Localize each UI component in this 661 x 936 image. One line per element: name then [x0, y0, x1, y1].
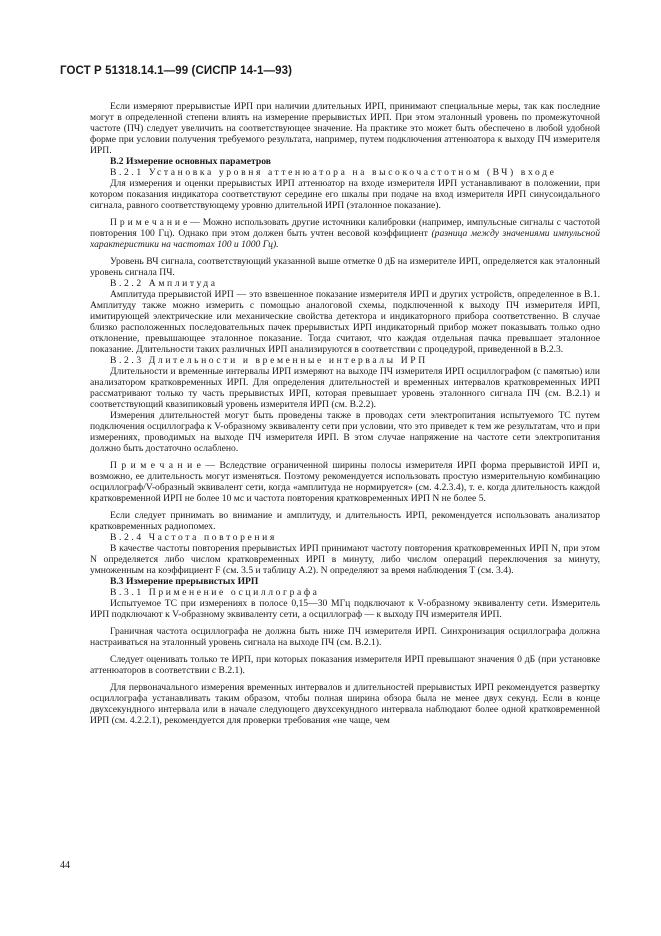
section-heading-b3: В.3 Измерение прерывистых ИРП — [110, 576, 259, 587]
note-bandwidth — [90, 460, 600, 504]
note-calibration — [90, 217, 600, 250]
paragraph-b31: Испытуемое ТС при измерениях в полосе 0,15—30 МГц подключают к V-образному эквиваленту сети. Измеритель ИРП подключают к V-образному эквиваленту сети, а осциллограф — к выходу ПЧ измерителя ИРП. — [90, 598, 600, 620]
note-text: Вследствие ограниченной ширины полосы измерителя ИРП форма прерывистой ИРП и, возможно, ее длительность могут изменяться. Поэтому рекомендуется использовать простую измерительную комбинацию осциллограф/V-образный эквивалент сети, когда «амплитуда не нормируется» (см. 4.2.3.4), т. е. когда длительность каждой кратковременной ИРП не более 10 мс и частота повторения кратковременных ИРП N не более 5. — [90, 460, 600, 504]
paragraph-b24: В качестве частоты повторения прерывистых ИРП принимают частоту повторения кратковременных ИРП N, при этом N определяется либо числом кратковременных ИРП в минуту, либо числом операций переключения за минуту, умноженным на коэффициент F (см. 3.5 и таблицу А.2). N определяют за время наблюдения Т (см. 3.4). — [90, 543, 600, 576]
paragraph-rf-level: Уровень ВЧ сигнала, соответствующий указанной выше отметке 0 дБ на измерителе ИРП, определяется как эталонный уровень сигнала ПЧ. — [90, 256, 600, 278]
paragraph-b23-second: Измерения длительностей могут быть проведены также в проводах сети электропитания испытуемого ТС путем подключения осциллографа к V-образному эквиваленту сети при условии, что это приведет к тем же результатам, что и при измерениях, проводимых на выходе ПЧ измерителя ИРП. В этом случае напряжение на частоте сети электропитания должно быть достаточно ослаблено. — [90, 410, 600, 454]
note-label: П р и м е ч а н и е — — [110, 217, 200, 228]
paragraph-b23: Длительности и временные интервалы ИРП измеряют на выходе ПЧ измерителя ИРП осциллографом (с памятью) или анализатором кратковременных ИРП. Для определения длительностей и временных интервалов кратковременных ИРП рассматривают только ту часть прерывистых ИРП, которая превышает уровень эталонного сигнала ПЧ (см. В.2.1) и соответствующий квазипиковый уровень измерителя ИРП (см. В.2.2). — [90, 366, 600, 410]
subsection-title-b31: В.3.1 Применение осциллографа — [110, 587, 320, 598]
page-number: 44 — [60, 860, 70, 871]
paragraph-b31-third: Следует оценивать только те ИРП, при которых показания измерителя ИРП превышают значения 0 дБ (при установке аттенюаторов в соответствии с В.2.1). — [90, 654, 600, 676]
subsection-title-b21: В.2.1 Установка уровня аттенюатора на высокочастотном (ВЧ) входе — [110, 167, 557, 178]
note-label: П р и м е ч а н и е — — [110, 460, 215, 471]
paragraph-b31-second: Граничная частота осциллографа не должна быть ниже ПЧ измерителя ИРП. Синхронизация осциллографа должна настраиваться на эталонный уровень сигнала на выходе ПЧ (см. В.2.1). — [90, 626, 600, 648]
paragraph-b22: Амплитуда прерывистой ИРП — это взвешенное показание измерителя ИРП и других устройств, определенное в В.1. Амплитуду также можно измерить с помощью аналоговой схемы, подключенной к выходу ПЧ измерителя ИРП, имитирующей электрические или механические свойства детектора и индикаторного прибора соответственно. В случае близко расположенных последовательных пачек прерывистых ИРП индикаторный прибор может показывать только одно отклонение, превышающее эталонное показание. Тогда считают, что каждая отдельная пачка превышает эталонное показание. Длительности таких различных ИРП анализируются в соответствии с процедурой, приведенной в В.2.3. — [90, 289, 600, 355]
paragraph-analyzer-recommendation: Если следует принимать во внимание и амплитуду, и длительность ИРП, рекомендуется использовать анализатор кратковременных радиопомех. — [90, 510, 600, 532]
note-text: Можно использовать другие источники калибровки (например, импульсные сигналы с частотой повторения 100 Гц). Однако при этом должен быть учтен весовой коэффициент — [90, 217, 600, 239]
subsection-title-b23: В.2.3 Длительности и временные интервалы ИРП — [110, 355, 428, 366]
subsection-title-b24: В.2.4 Частота повторения — [110, 532, 277, 543]
paragraph-intermittent-with-continuous: Если измеряют прерывистые ИРП при наличии длительных ИРП, принимают специальные меры, так как последние могут в определенной степени влиять на измерение прерывистых ИРП. При этом эталонный уровень по промежуточной частоте (ПЧ) следует увеличить на соответствующее значение. На практике это может быть обеспечено в любой удобной форме при условии получения требуемого результата, например, путем подключения аттенюатора к выходу ПЧ измерителя ИРП. — [90, 101, 600, 156]
document-header: ГОСТ Р 51318.14.1—99 (СИСПР 14-1—93) — [60, 65, 293, 77]
paragraph-b31-fourth: Для первоначального измерения временных интервалов и длительностей прерывистых ИРП рекомендуется развертку осциллографа устанавливать таким образом, чтобы полная ширина обзора была не менее двух секунд. Если в конце двухсекундного интервала или в начале следующего двухсекундного интервала наблюдают более одной кратковременной ИРП (см. 4.2.2.1), рекомендуется для проверки требования «не чаще, чем — [90, 682, 600, 726]
section-heading-b2: В.2 Измерение основных параметров — [110, 156, 271, 167]
subsection-title-b22: В.2.2 Амплитуда — [110, 278, 218, 289]
page-body — [90, 95, 600, 726]
note-italic-text: (разница между значениями импульсной характеристики на частотах 100 и 1000 Гц). — [90, 228, 600, 250]
paragraph-b21: Для измерения и оценки прерывистых ИРП аттенюатор на входе измерителя ИРП устанавливают в положении, при котором показания индикатора соответствуют середине его шкалы при подаче на вход измерителя ИРП синусоидального сигнала, равного соответствующему уровню длительной ИРП (эталонное показание). — [90, 178, 600, 211]
